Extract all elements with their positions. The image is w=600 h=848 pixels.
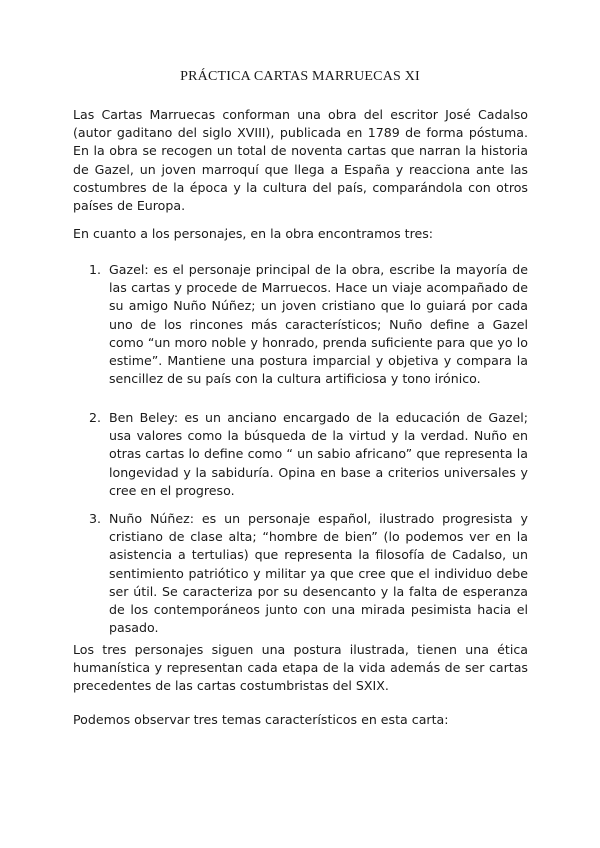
themes-intro-paragraph: Podemos observar tres temas característicos en esta carta: — [73, 712, 449, 727]
document-title: PRÁCTICA CARTAS MARRUECAS XI — [180, 69, 420, 84]
characters-intro-paragraph: En cuanto a los personajes, en la obra encontramos tres: — [73, 226, 434, 241]
conclusion-paragraph: Los tres personajes siguen una postura ilustrada, tienen una ética humanística y representan cada etapa de la vida además de ser cartas precedentes de las cartas costumbristas del SXIX. — [73, 642, 528, 694]
list-item-text: Nuño Núñez: es un personaje español, ilustrado progresista y cristiano de clase alta; “hombre de bien” (lo podemos ver en la asistencia a tertulias) que representa la filosofía de Cadalso, un sentimiento patriótico y militar ya que cree que el individuo debe ser útil. Se caracteriza por su desencanto y la falta de esperanza de los contemporáneos junto con una mirada pesimista hacia el pasado. — [109, 511, 528, 636]
list-item-number: 1. — [89, 262, 102, 277]
list-item — [89, 261, 528, 388]
intro-paragraph: Las Cartas Marruecas conforman una obra del escritor José Cadalso (autor gaditano del siglo XVIII), publicada en 1789 de forma póstuma. En la obra se recogen un total de noventa cartas que narran la historia de Gazel, un joven marroquí que llega a España y reacciona ante las costumbres de la época y la cultura del país, comparándola con otros países de Europa. — [73, 107, 528, 214]
list-item — [89, 409, 528, 500]
list-item-number: 3. — [89, 511, 102, 526]
list-item — [89, 510, 528, 637]
list-item-text: Gazel: es el personaje principal de la obra, escribe la mayoría de las cartas y procede de Marruecos. Hace un viaje acompañado de su amigo Nuño Núñez; un joven cristiano que lo guiará por cada uno de los rincones más característicos; Nuño define a Gazel como “un moro noble y honrado, prenda suficiente para que yo lo estime”. Mantiene una postura imparcial y objetiva y compara la sencillez de su país con la cultura artificiosa y tono irónico. — [109, 262, 528, 387]
list-item-text: Ben Beley: es un anciano encargado de la educación de Gazel; usa valores como la búsqueda de la virtud y la verdad. Nuño en otras cartas lo define como “ un sabio africano” que representa la longevidad y la sabiduría. Opina en base a criterios universales y cree en el progreso. — [109, 410, 528, 498]
list-item-number: 2. — [89, 410, 102, 425]
